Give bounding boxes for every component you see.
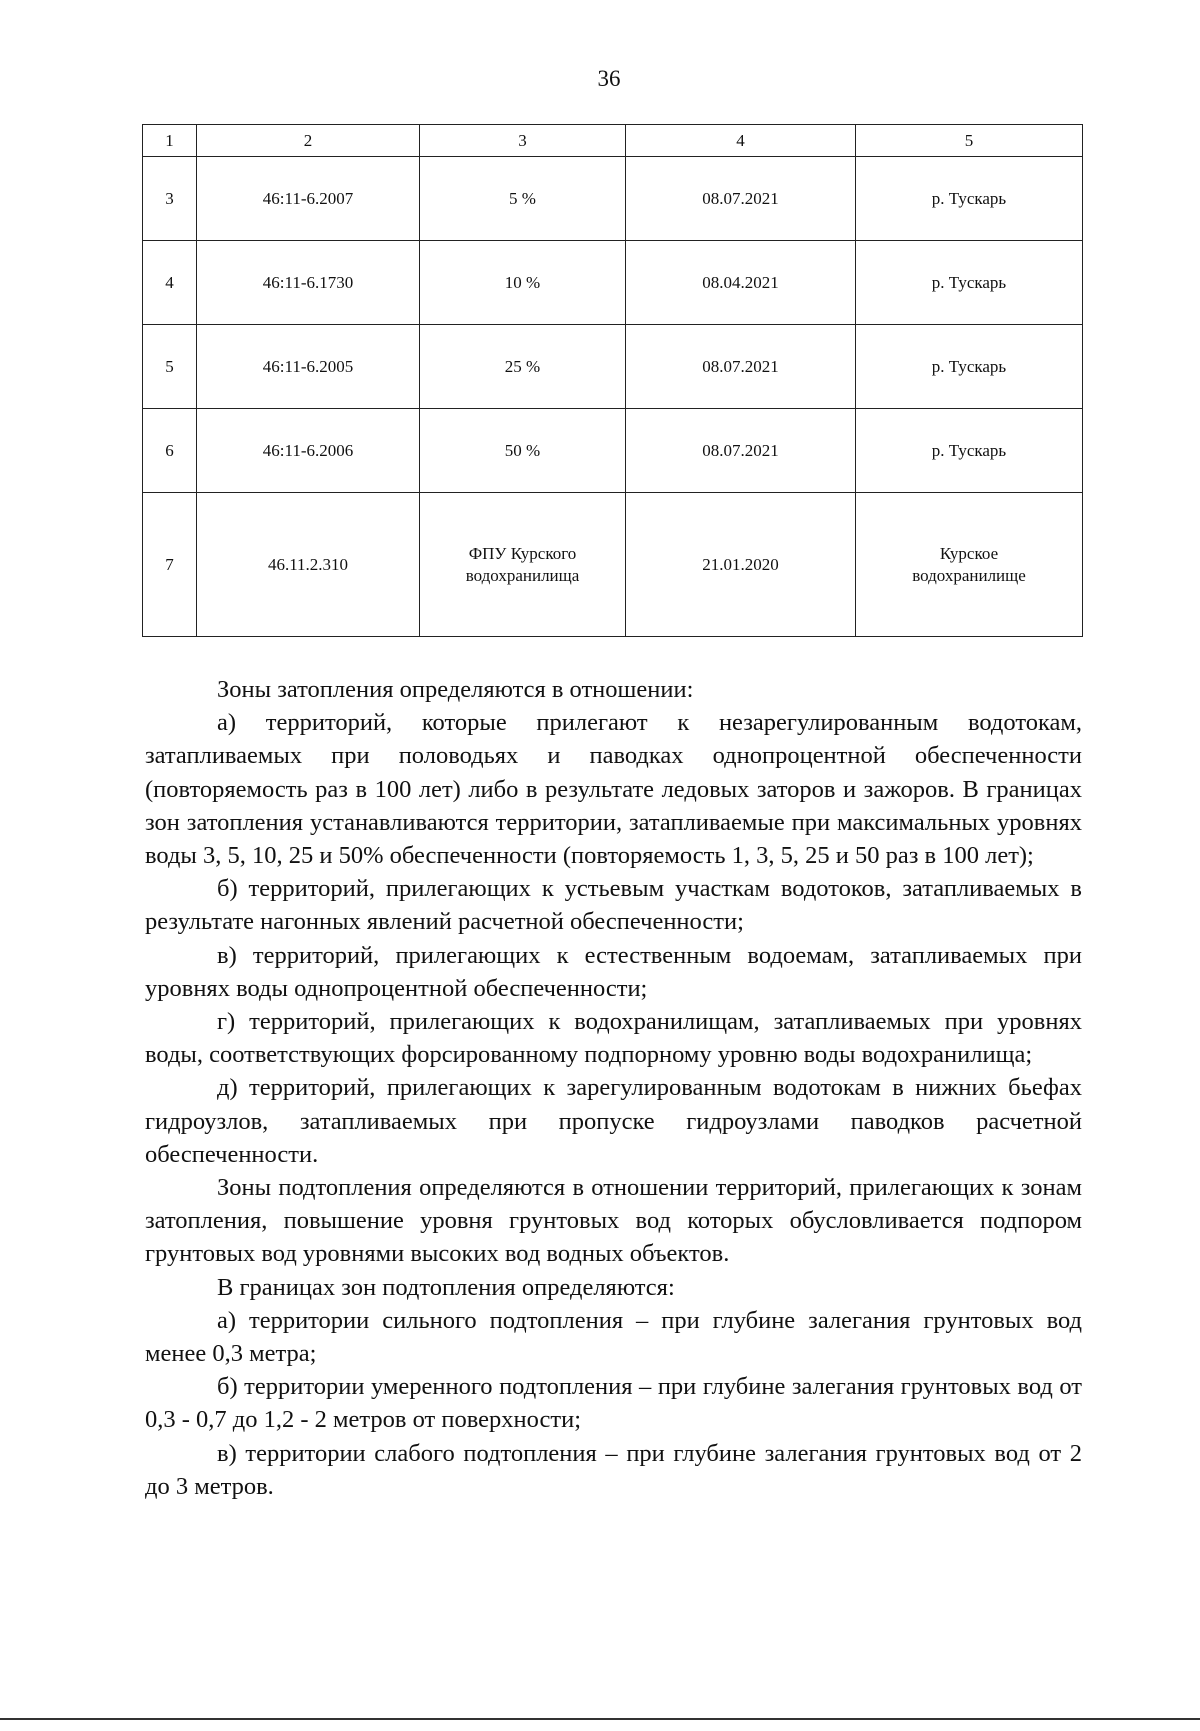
table-row	[143, 241, 1083, 325]
water-object-cell	[856, 493, 1083, 637]
registry-code-cell: 46.11.2.310	[197, 493, 420, 637]
registry-code-cell: 46:11-6.2006	[197, 409, 420, 493]
paragraph: в) территорий, прилегающих к естественным водоемам, затапливаемых при уровнях воды однопроцентной обеспеченности;	[145, 941, 1082, 1002]
date-cell: 08.04.2021	[626, 241, 856, 325]
table-row	[143, 157, 1083, 241]
table-header-cell: 1	[143, 125, 197, 157]
table-header-cell: 4	[626, 125, 856, 157]
level-cell: 10 %	[420, 241, 626, 325]
paragraph: а) территории сильного подтопления – при глубине залегания грунтовых вод менее 0,3 метра;	[145, 1306, 1082, 1368]
water-object-cell: р. Тускарь	[856, 241, 1083, 325]
registry-code-cell: 46:11-6.1730	[197, 241, 420, 325]
table-header-row	[143, 125, 1083, 157]
water-object-cell: р. Тускарь	[856, 157, 1083, 241]
registry-code-cell: 46:11-6.2005	[197, 325, 420, 409]
table-row	[143, 325, 1083, 409]
level-cell: 25 %	[420, 325, 626, 409]
data-table	[142, 124, 1083, 637]
paragraph: Зоны подтопления определяются в отношении территорий, прилегающих к зонам затопления, повышение уровня грунтовых вод которых обусловливается подпором грунтовых вод уровнями высоких вод водных объектов.	[145, 1174, 1082, 1268]
table-row	[143, 493, 1083, 637]
table-header-cell: 3	[420, 125, 626, 157]
date-cell: 08.07.2021	[626, 157, 856, 241]
row-number-cell: 3	[143, 157, 197, 241]
registry-code-cell: 46:11-6.2007	[197, 157, 420, 241]
level-line: водохранилища	[465, 565, 580, 585]
water-object-cell: р. Тускарь	[856, 409, 1083, 493]
paragraph: Зоны затопления определяются в отношении:	[217, 676, 694, 703]
paragraph: г) территорий, прилегающих к водохранилищам, затапливаемых при уровнях воды, соответствующих форсированному подпорному уровню воды водохранилища;	[145, 1008, 1082, 1069]
date-cell: 08.07.2021	[626, 325, 856, 409]
table-row	[143, 409, 1083, 493]
page-number: 36	[597, 66, 621, 91]
row-number-cell: 4	[143, 241, 197, 325]
date-cell: 21.01.2020	[626, 493, 856, 637]
level-line: ФПУ Курского	[468, 543, 577, 563]
water-object-line: Курское	[939, 543, 999, 563]
water-object-cell: р. Тускарь	[856, 325, 1083, 409]
level-cell: 50 %	[420, 409, 626, 493]
paragraph: б) территории умеренного подтопления – при глубине залегания грунтовых вод от 0,3 - 0,7 до 1,2 - 2 метров от поверхности;	[145, 1373, 1082, 1434]
table-header-cell: 2	[197, 125, 420, 157]
table-header-cell: 5	[856, 125, 1083, 157]
scan-edge-line	[0, 1718, 1200, 1720]
row-number-cell: 5	[143, 325, 197, 409]
row-number-cell: 7	[143, 493, 197, 637]
paragraph: д) территорий, прилегающих к зарегулированным водотокам в нижних бьефах гидроузлов, затапливаемых при пропуске гидроузлами паводков расчетной обеспеченности.	[145, 1074, 1082, 1168]
water-object-line: водохранилище	[912, 565, 1026, 585]
level-cell: 5 %	[420, 157, 626, 241]
paragraph: б) территорий, прилегающих к устьевым участкам водотоков, затапливаемых в результате нагонных явлений расчетной обеспеченности;	[145, 875, 1082, 936]
body-text	[145, 673, 1082, 1503]
paragraph: в) территории слабого подтопления – при глубине залегания грунтовых вод от 2 до 3 метров.	[145, 1439, 1082, 1500]
paragraph: В границах зон подтопления определяются:	[217, 1273, 675, 1301]
row-number-cell: 6	[143, 409, 197, 493]
date-cell: 08.07.2021	[626, 409, 856, 493]
paragraph: а) территорий, которые прилегают к незарегулированным водотокам, затапливаемых при половодьях и паводках однопроцентной обеспеченности (повторяемость раз в 100 лет) либо в результате ледовых заторов и зажоров. В границах зон затопления устанавливаются территории, затапливаемые при максимальных уровнях воды 3, 5, 10, 25 и 50% обеспеченности (повторяемость 1, 3, 5, 25 и 50 раз в 100 лет);	[145, 709, 1082, 870]
level-cell	[420, 493, 626, 637]
